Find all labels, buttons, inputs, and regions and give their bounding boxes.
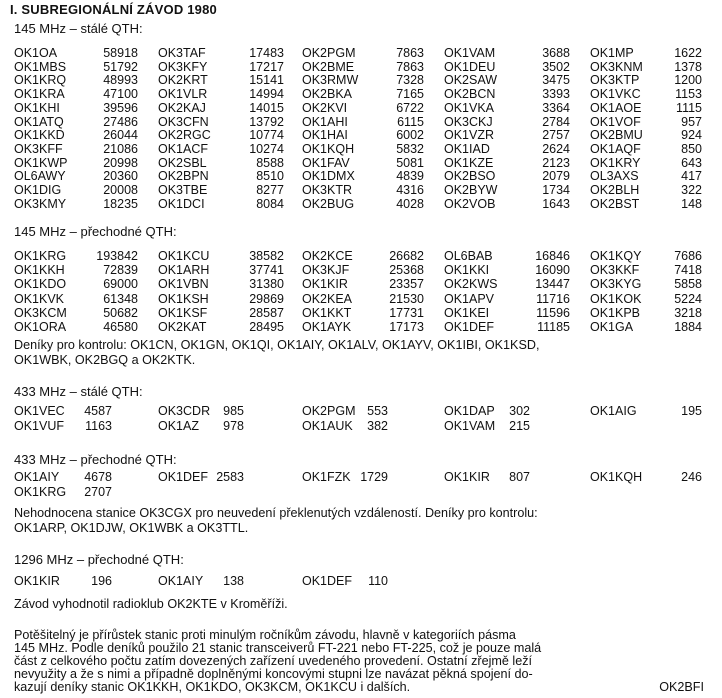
station-score: 215 xyxy=(509,418,530,433)
station-callsign: OK1KRY xyxy=(590,155,641,170)
station-score: 14994 xyxy=(249,87,284,102)
station-score: 3364 xyxy=(542,100,570,115)
station-score: 8588 xyxy=(256,155,284,170)
station-score: 4839 xyxy=(396,169,424,184)
station-callsign: OK1AUK xyxy=(302,418,353,433)
station-score: 1884 xyxy=(674,320,702,334)
station-score: 6115 xyxy=(397,114,424,129)
table-row xyxy=(14,574,714,589)
station-score: 193842 xyxy=(96,249,138,263)
station-score: 46580 xyxy=(103,320,138,334)
station-callsign: OK1HAI xyxy=(302,128,348,143)
station-callsign: OK1KOK xyxy=(590,291,642,306)
station-score: 7686 xyxy=(674,249,702,263)
station-score: 5858 xyxy=(674,277,702,292)
station-callsign: OK3KFF xyxy=(14,141,63,156)
station-callsign: OK1KKT xyxy=(302,305,352,320)
station-callsign: OK2KEA xyxy=(302,291,353,306)
station-score: 302 xyxy=(509,404,530,418)
table-row xyxy=(14,320,714,335)
station-callsign: OK1DEU xyxy=(444,59,496,74)
station-score: 382 xyxy=(367,418,388,433)
station-callsign: OK1ACF xyxy=(158,141,209,156)
station-callsign: OK1DAP xyxy=(444,404,495,418)
station-callsign: OK1VKC xyxy=(590,87,641,102)
station-score: 27486 xyxy=(103,114,138,129)
station-callsign: OK3KMY xyxy=(14,196,67,211)
station-callsign: OK2BLH xyxy=(590,183,640,197)
station-score: 553 xyxy=(367,404,388,418)
station-score: 148 xyxy=(681,196,702,211)
station-callsign: OK1VAM xyxy=(444,46,496,60)
table-row xyxy=(14,263,714,278)
station-callsign: OK1KSF xyxy=(158,305,208,320)
station-score: 20360 xyxy=(103,169,138,184)
station-callsign: OK1KRA xyxy=(14,87,65,102)
station-callsign: OK1KIR xyxy=(14,574,60,588)
station-callsign: OL6BAB xyxy=(444,249,493,263)
station-callsign: OK1VLR xyxy=(158,87,208,102)
note-433-portable-1: Nehodnocena stanice OK3CGX pro neuvedení překlenutých vzdáleností. Deníky pro kontrolu: xyxy=(14,506,538,520)
station-callsign: OK1VUF xyxy=(14,418,65,433)
note-433-portable-2: OK1ARP, OK1DJW, OK1WBK a OK3TTL. xyxy=(14,521,249,535)
station-callsign: OK1DCI xyxy=(158,196,205,211)
station-score: 417 xyxy=(681,169,702,184)
station-score: 5224 xyxy=(674,291,702,306)
station-score: 3393 xyxy=(542,87,570,102)
station-callsign: OK2BUG xyxy=(302,196,355,211)
station-score: 16846 xyxy=(535,249,570,263)
station-callsign: OK1MBS xyxy=(14,59,67,74)
station-score: 26044 xyxy=(103,128,138,143)
station-score: 110 xyxy=(368,574,388,588)
station-callsign: OK1KRQ xyxy=(14,73,67,88)
table-row xyxy=(14,404,714,419)
station-callsign: OK1DEF xyxy=(302,574,353,588)
station-callsign: OK2PGM xyxy=(302,46,356,60)
station-callsign: OK1ARH xyxy=(158,263,210,278)
station-score: 61348 xyxy=(103,291,138,306)
station-callsign: OK2KWS xyxy=(444,277,498,292)
station-score: 10774 xyxy=(249,128,284,143)
station-callsign: OK1KIR xyxy=(444,470,490,484)
station-score: 39596 xyxy=(103,100,138,115)
station-score: 51792 xyxy=(103,59,138,74)
station-callsign: OK1KKI xyxy=(444,263,490,278)
station-callsign: OK1KEI xyxy=(444,305,490,320)
station-score: 8084 xyxy=(256,196,284,211)
station-score: 2079 xyxy=(542,169,570,184)
station-score: 21530 xyxy=(389,291,424,306)
station-callsign: OK3KKF xyxy=(590,263,640,278)
station-score: 7328 xyxy=(396,73,424,88)
station-score: 7165 xyxy=(396,87,424,102)
station-callsign: OK2BSO xyxy=(444,169,496,184)
station-score: 322 xyxy=(681,183,702,197)
station-callsign: OK2BMU xyxy=(590,128,643,143)
station-score: 17217 xyxy=(249,59,284,74)
station-score: 138 xyxy=(223,574,244,588)
station-callsign: OK1DIG xyxy=(14,183,62,197)
station-score: 8277 xyxy=(256,183,284,197)
station-callsign: OK1AYK xyxy=(302,320,352,334)
station-callsign: OK1GA xyxy=(590,320,634,334)
station-callsign: OK1KRG xyxy=(14,249,67,263)
station-callsign: OK1KPB xyxy=(590,305,641,320)
station-callsign: OK1DMX xyxy=(302,169,355,184)
table-row xyxy=(14,419,714,434)
station-score: 3502 xyxy=(542,59,570,74)
closing-line-3: část z celkového počtu zatím dovezených zařízení uvedeného provedení. Ostatní zřejmě leží xyxy=(14,654,533,668)
station-callsign: OK1ORA xyxy=(14,320,67,334)
station-callsign: OL3AXS xyxy=(590,169,639,184)
station-score: 3475 xyxy=(542,73,570,88)
station-callsign: OK1KQH xyxy=(590,470,643,484)
station-score: 3688 xyxy=(542,46,570,60)
station-callsign: OK1AQF xyxy=(590,141,641,156)
station-callsign: OK2SAW xyxy=(444,73,498,88)
station-callsign: OK2KAJ xyxy=(158,100,206,115)
station-score: 8510 xyxy=(256,169,284,184)
station-score: 924 xyxy=(681,128,702,143)
table-row xyxy=(14,306,714,321)
station-callsign: OK3CDR xyxy=(158,404,211,418)
station-callsign: OK1VEC xyxy=(14,404,65,418)
closing-line-4: nevyužity a že s nimi a případně doplněnými koncovými stupni lze navázat pěkná spojení do- xyxy=(14,667,533,681)
station-callsign: OK1MP xyxy=(590,46,634,60)
station-score: 20998 xyxy=(103,155,138,170)
station-callsign: OK2KAT xyxy=(158,320,207,334)
heading-433-fixed: 433 MHz – stálé QTH: xyxy=(14,384,143,399)
station-score: 13447 xyxy=(535,277,570,292)
station-score: 72839 xyxy=(103,263,138,278)
page-title: I. SUBREGIONÁLNÍ ZÁVOD 1980 xyxy=(10,2,217,17)
station-callsign: OK1FAV xyxy=(302,155,350,170)
station-score: 14015 xyxy=(249,100,284,115)
station-score: 28495 xyxy=(249,320,284,334)
station-score: 7863 xyxy=(396,59,424,74)
station-callsign: OK1AIG xyxy=(590,404,637,418)
station-callsign: OK1KIR xyxy=(302,277,348,292)
station-score: 5832 xyxy=(396,141,424,156)
station-callsign: OK1DEF xyxy=(158,470,209,484)
note-1296-portable: Závod vyhodnotil radioklub OK2KTE v Kroměříži. xyxy=(14,597,288,611)
station-callsign: OK1KWP xyxy=(14,155,68,170)
station-callsign: OK2BME xyxy=(302,59,355,74)
station-callsign: OK2BCN xyxy=(444,87,496,102)
heading-1296-portable: 1296 MHz – přechodné QTH: xyxy=(14,552,184,567)
station-score: 58918 xyxy=(103,46,138,60)
station-callsign: OK1KKH xyxy=(14,263,65,278)
station-callsign: OK1VAM xyxy=(444,418,496,433)
station-score: 10274 xyxy=(249,141,284,156)
table-row xyxy=(14,197,714,212)
station-score: 15141 xyxy=(249,73,284,88)
station-callsign: OK3CFN xyxy=(158,114,209,129)
station-score: 957 xyxy=(681,114,702,129)
station-score: 1622 xyxy=(674,46,702,60)
table-row xyxy=(14,485,714,500)
station-callsign: OK1AIY xyxy=(14,470,60,484)
station-callsign: OK2BST xyxy=(590,196,640,211)
station-callsign: OK2BYW xyxy=(444,183,498,197)
heading-433-portable: 433 MHz – přechodné QTH: xyxy=(14,452,177,467)
station-score: 17483 xyxy=(249,46,284,60)
station-score: 1163 xyxy=(85,418,112,433)
station-callsign: OK1KRG xyxy=(14,484,67,499)
station-score: 17731 xyxy=(389,305,424,320)
station-score: 2583 xyxy=(216,470,244,484)
station-score: 31380 xyxy=(249,277,284,292)
station-callsign: OK3KTP xyxy=(590,73,640,88)
station-score: 23357 xyxy=(389,277,424,292)
station-score: 2123 xyxy=(542,155,570,170)
station-callsign: OK1KDO xyxy=(14,277,67,292)
station-callsign: OK1KQH xyxy=(302,141,355,156)
station-score: 37741 xyxy=(249,263,284,278)
table-row xyxy=(14,292,714,307)
station-score: 2757 xyxy=(542,128,570,143)
station-callsign: OK3KTR xyxy=(302,183,353,197)
station-score: 2784 xyxy=(542,114,570,129)
station-score: 246 xyxy=(681,470,702,484)
heading-145-fixed: 145 MHz – stálé QTH: xyxy=(14,21,143,36)
station-score: 48993 xyxy=(103,73,138,88)
station-score: 807 xyxy=(509,470,530,484)
closing-line-1: Potěšitelný je přírůstek stanic proti minulým ročníkům závodu, hlavně v kategoriích pásma xyxy=(14,628,516,642)
station-score: 2707 xyxy=(84,484,112,499)
station-callsign: OK2RGC xyxy=(158,128,211,143)
table-row xyxy=(14,249,714,264)
station-callsign: OK1VKA xyxy=(444,100,495,115)
station-score: 18235 xyxy=(103,196,138,211)
station-score: 643 xyxy=(681,155,702,170)
station-score: 985 xyxy=(223,404,244,418)
station-callsign: OK1VZR xyxy=(444,128,495,143)
station-score: 69000 xyxy=(103,277,138,292)
closing-line-5: kazují deníky stanic OK1KKH, OK1KDO, OK3KCM, OK1KCU i dalších. xyxy=(14,680,411,694)
station-score: 5081 xyxy=(396,155,424,170)
station-callsign: OK3TAF xyxy=(158,46,206,60)
station-callsign: OK1VOF xyxy=(590,114,641,129)
station-callsign: OK1APV xyxy=(444,291,495,306)
station-callsign: OK3KJF xyxy=(302,263,350,278)
station-callsign: OK2KCE xyxy=(302,249,353,263)
station-callsign: OK2BPN xyxy=(158,169,209,184)
station-score: 16090 xyxy=(535,263,570,278)
station-callsign: OK1KSH xyxy=(158,291,209,306)
station-callsign: OK1FZK xyxy=(302,470,351,484)
author-signature: OK2BFI xyxy=(659,680,704,694)
note-145-portable-1: Deníky pro kontrolu: OK1CN, OK1GN, OK1QI, OK1AIY, OK1ALV, OK1AYV, OK1IBI, OK1KSD, xyxy=(14,338,540,352)
station-score: 21086 xyxy=(103,141,138,156)
station-callsign: OK1OA xyxy=(14,46,58,60)
station-score: 1153 xyxy=(675,87,702,102)
station-callsign: OK1AHI xyxy=(302,114,348,129)
table-row xyxy=(14,470,714,485)
table-row xyxy=(14,277,714,292)
station-score: 38582 xyxy=(249,249,284,263)
station-score: 20008 xyxy=(103,183,138,197)
station-score: 11596 xyxy=(536,305,570,320)
station-score: 11185 xyxy=(537,320,570,334)
station-score: 7863 xyxy=(396,46,424,60)
station-score: 4316 xyxy=(396,183,424,197)
station-callsign: OK1IAD xyxy=(444,141,490,156)
station-score: 1378 xyxy=(674,59,702,74)
station-callsign: OK1DEF xyxy=(444,320,495,334)
station-score: 6722 xyxy=(396,100,424,115)
station-callsign: OK1AZ xyxy=(158,418,199,433)
note-145-portable-2: OK1WBK, OK2BGQ a OK2KTK. xyxy=(14,353,196,367)
station-score: 1643 xyxy=(542,196,570,211)
station-score: 29869 xyxy=(249,291,284,306)
station-score: 17173 xyxy=(389,320,424,334)
station-score: 50682 xyxy=(103,305,138,320)
station-callsign: OK3KYG xyxy=(590,277,642,292)
station-score: 850 xyxy=(681,141,702,156)
station-score: 11716 xyxy=(536,291,570,306)
station-callsign: OK1AOE xyxy=(590,100,642,115)
station-score: 4028 xyxy=(396,196,424,211)
station-score: 978 xyxy=(223,418,244,433)
station-callsign: OK2KRT xyxy=(158,73,208,88)
station-callsign: OK3RMW xyxy=(302,73,359,88)
station-score: 7418 xyxy=(674,263,702,278)
station-callsign: OK2SBL xyxy=(158,155,207,170)
station-score: 3218 xyxy=(674,305,702,320)
station-score: 196 xyxy=(91,574,112,588)
station-score: 47100 xyxy=(103,87,138,102)
station-score: 2624 xyxy=(542,141,570,156)
station-callsign: OK3TBE xyxy=(158,183,208,197)
station-callsign: OK1ATQ xyxy=(14,114,64,129)
station-score: 195 xyxy=(681,404,702,418)
station-callsign: OK2BKA xyxy=(302,87,353,102)
closing-line-2: 145 MHz. Podle deníků použilo 21 stanic transceiverů FT-221 nebo FT-225, což je pouze malá xyxy=(14,641,542,655)
station-score: 1115 xyxy=(676,100,702,115)
station-callsign: OK2VOB xyxy=(444,196,496,211)
station-callsign: OL6AWY xyxy=(14,169,66,184)
station-callsign: OK1KHI xyxy=(14,100,60,115)
station-callsign: OK2KVI xyxy=(302,100,348,115)
station-score: 1734 xyxy=(542,183,570,197)
station-callsign: OK2PGM xyxy=(302,404,356,418)
station-callsign: OK1AIY xyxy=(158,574,204,588)
station-score: 4587 xyxy=(84,404,112,418)
station-callsign: OK1KCU xyxy=(158,249,210,263)
station-score: 26682 xyxy=(389,249,424,263)
station-score: 25368 xyxy=(389,263,424,278)
station-score: 4678 xyxy=(84,470,112,484)
station-callsign: OK1KKD xyxy=(14,128,65,143)
station-score: 1729 xyxy=(360,470,388,484)
station-callsign: OK1KQY xyxy=(590,249,642,263)
station-score: 13792 xyxy=(249,114,284,129)
station-callsign: OK3CKJ xyxy=(444,114,493,129)
station-callsign: OK3KNM xyxy=(590,59,643,74)
station-score: 1200 xyxy=(674,73,702,88)
station-score: 28587 xyxy=(249,305,284,320)
heading-145-portable: 145 MHz – přechodné QTH: xyxy=(14,224,177,239)
station-callsign: OK3KCM xyxy=(14,305,67,320)
station-callsign: OK3KFY xyxy=(158,59,208,74)
station-score: 6002 xyxy=(396,128,424,143)
station-callsign: OK1KVK xyxy=(14,291,65,306)
station-callsign: OK1VBN xyxy=(158,277,209,292)
station-callsign: OK1KZE xyxy=(444,155,494,170)
